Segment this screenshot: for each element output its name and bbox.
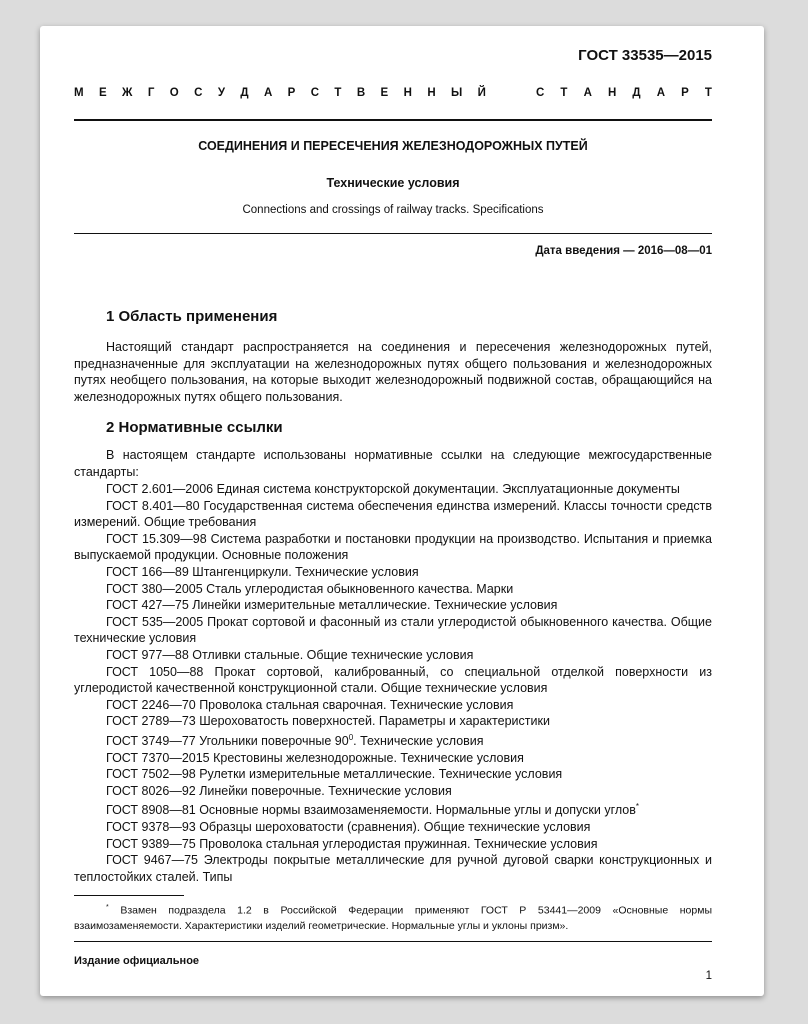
document-page [40, 26, 764, 996]
gost-number: ГОСТ 33535—2015 [578, 47, 712, 64]
reference-item: ГОСТ 15.309—98 Система разработки и постановки продукции на производство. Испытания и приемка выпускаемой продукции. Основные положения [74, 531, 712, 563]
reference-item: ГОСТ 427—75 Линейки измерительные металлические. Технические условия [106, 598, 558, 613]
banner-letter: Д [240, 87, 249, 99]
reference-item: ГОСТ 2246—70 Проволока стальная сварочная. Технические условия [106, 697, 514, 712]
banner-letter: С [310, 87, 320, 99]
reference-8908-text: ГОСТ 8908—81 Основные нормы взаимозаменяемости. Нормальные углы и допуски углов [106, 803, 636, 818]
reference-item-8908 [74, 799, 712, 819]
document-title: СОЕДИНЕНИЯ И ПЕРЕСЕЧЕНИЯ ЖЕЛЕЗНОДОРОЖНЫХ ПУТЕЙ [198, 139, 588, 153]
footnote [74, 900, 712, 935]
banner-letter: А [263, 87, 273, 99]
banner-letter: Т [704, 87, 712, 99]
footnote-marker: * [635, 802, 640, 812]
banner-letter: Й [477, 87, 486, 99]
banner-letter: М [74, 87, 84, 99]
page-content [74, 26, 712, 996]
reference-item: ГОСТ 9467—75 Электроды покрытые металлические для ручной дуговой сварки конструкционных и теплостойких сталей. Типы [74, 853, 712, 884]
banner-letter: Н [607, 87, 617, 99]
banner-letter: Е [98, 87, 107, 99]
reference-item: ГОСТ 9378—93 Образцы шероховатости (сравнения). Общие технические условия [106, 820, 591, 835]
reference-item: ГОСТ 977—88 Отливки стальные. Общие технические условия [106, 647, 474, 662]
banner-letter: С [536, 87, 545, 99]
interstate-word [74, 87, 486, 103]
reference-item: ГОСТ 166—89 Штангенциркули. Технические условия [106, 564, 419, 579]
section-2-intro [74, 447, 712, 480]
footnote-text: Взамен подраздела 1.2 в Российской Федерации применяют ГОСТ Р 53441—2009 «Основные нормы взаимозаменяемости. Характеристики изделий геометрические. Нормальные углы и уклоны призм». [74, 904, 712, 932]
document-subtitle: Технические условия [326, 176, 460, 190]
banner-letter: В [356, 87, 366, 99]
section-2-intro-text: В настоящем стандарте использованы нормативные ссылки на следующие межгосударственные стандарты: [74, 448, 712, 479]
reference-item: ГОСТ 8.401—80 Государственная система обеспечения единства измерений. Классы точности средств измерений. Общие требования [74, 498, 712, 530]
reference-3749-tail: . Технические условия [353, 734, 484, 749]
standard-word [536, 87, 712, 103]
section-1-text: Настоящий стандарт распространяется на соединения и пересечения железнодорожных путей, предназначенные для эксплуатации на железнодорожных путях общего пользования и железнодорожных путях необщего пользования, на которые выходит железнодорожный подвижной состав, обращающийся на железнодорожных путях общего пользования. [74, 340, 712, 404]
reference-item: ГОСТ 2.601—2006 Единая система конструкторской документации. Эксплуатационные документы [106, 482, 680, 496]
section-1-paragraph [74, 339, 712, 405]
footnote-rule [74, 895, 184, 896]
banner-letter: Т [560, 87, 568, 99]
reference-3749-text: ГОСТ 3749—77 Угольники поверочные 90 [106, 734, 349, 749]
footnote-mark: * [106, 904, 109, 911]
banner-letter: Н [403, 87, 412, 99]
banner-letter: Т [334, 87, 342, 99]
official-edition-label: Издание официальное [74, 955, 200, 967]
banner-letter: Р [681, 87, 689, 99]
banner-letter: Д [632, 87, 641, 99]
introduction-date: Дата введения — 2016—08—01 [535, 245, 712, 257]
banner-letter: Ж [122, 87, 133, 99]
section-1-heading: 1 Область применения [106, 308, 278, 325]
reference-item: ГОСТ 1050—88 Прокат сортовой, калиброванный, со специальной отделкой поверхности из углеродистой качественной конструкционной стали. Общие технические условия [74, 664, 712, 696]
reference-item: ГОСТ 7502—98 Рулетки измерительные металлические. Технические условия [106, 767, 563, 782]
interstate-standard-banner [74, 87, 712, 103]
reference-item-3749 [74, 730, 712, 750]
banner-letter: Ы [451, 87, 463, 99]
reference-item: ГОСТ 380—2005 Сталь углеродистая обыкновенного качества. Марки [106, 581, 514, 596]
banner-letter: А [656, 87, 666, 99]
footer-rule [74, 941, 712, 942]
reference-item: ГОСТ 7370—2015 Крестовины железнодорожные. Технические условия [106, 750, 524, 765]
normative-references-list [74, 481, 712, 886]
reference-item: ГОСТ 8026—92 Линейки поверочные. Технические условия [106, 783, 452, 798]
banner-letter: Е [380, 87, 389, 99]
banner-letter: Н [427, 87, 436, 99]
degree-superscript: 0 [348, 732, 354, 742]
page-number: 1 [705, 970, 712, 982]
banner-letter: С [194, 87, 203, 99]
banner-letter: О [169, 87, 179, 99]
document-title-english: Connections and crossings of railway tracks. Specifications [242, 204, 544, 216]
header-rule [74, 119, 712, 121]
banner-letter: Р [287, 87, 296, 99]
section-2-heading: 2 Нормативные ссылки [106, 419, 283, 436]
banner-letter: Г [147, 87, 155, 99]
banner-letter: А [583, 87, 592, 99]
reference-item: ГОСТ 2789—73 Шероховатость поверхностей. Параметры и характеристики [106, 714, 550, 729]
banner-letter: У [217, 87, 225, 99]
title-rule [74, 233, 712, 234]
reference-item: ГОСТ 535—2005 Прокат сортовой и фасонный из стали углеродистой обыкновенного качества. Общие технические условия [74, 614, 712, 646]
reference-item: ГОСТ 9389—75 Проволока стальная углеродистая пружинная. Технические условия [106, 836, 598, 851]
